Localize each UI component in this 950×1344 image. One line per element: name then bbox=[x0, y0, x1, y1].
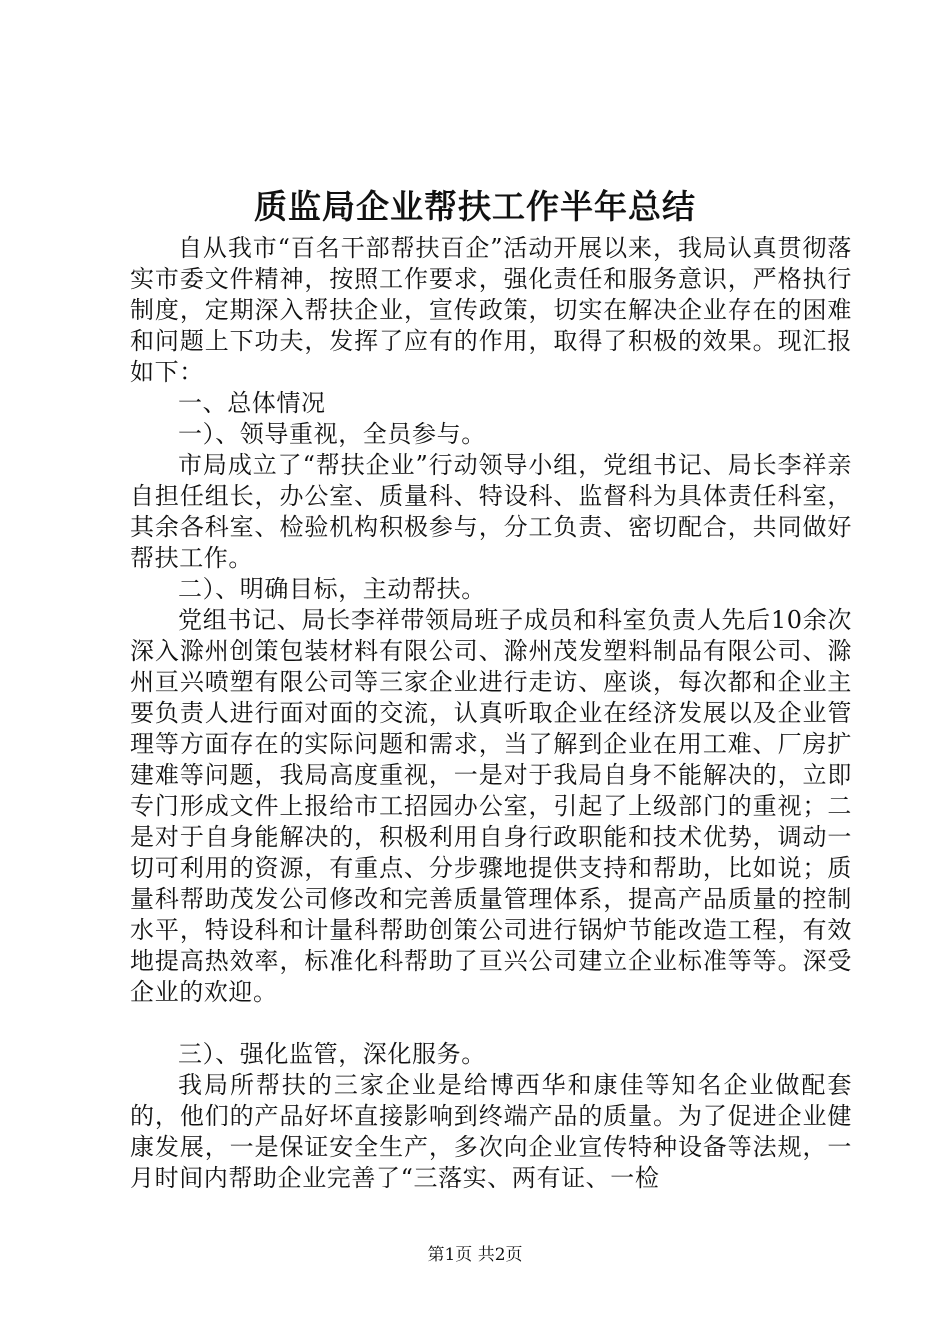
paragraph-supervision: 我局所帮扶的三家企业是给博西华和康佳等知名企业做配套的，他们的产品好坏直接影响到终端产品的质量。为了促进企业健康发展，一是保证安全生产，多次向企业宣传特种设备等法规，一月时间内帮助企业完善了“三落实、两有证、一检 bbox=[130, 1071, 852, 1192]
paragraph-goals: 党组书记、局长李祥带领局班子成员和科室负责人先后10余次深入滁州创策包装材料有限公司、滁州茂发塑料制品有限公司、滁州亘兴喷塑有限公司等三家企业进行走访、座谈，每次都和企业主要负责人进行面对面的交流，认真听取企业在经济发展以及企业管理等方面存在的实际问题和需求，当了解到企业在用工难、厂房扩建难等问题，我局高度重视，一是对于我局自身不能解决的，立即专门形成文件上报给市工招园办公室，引起了上级部门的重视；二是对于自身能解决的，积极利用自身行政职能和技术优势，调动一切可利用的资源，有重点、分步骤地提供支持和帮助，比如说；质量科帮助茂发公司修改和完善质量管理体系，提高产品质量的控制水平，特设科和计量科帮助创策公司进行锅炉节能改造工程，有效地提高热效率，标准化科帮助了亘兴公司建立企业标准等等。深受企业的欢迎。 bbox=[130, 606, 852, 1006]
subheading-leadership: 一）、领导重视，全员参与。 bbox=[178, 420, 486, 448]
subheading-goals: 二）、明确目标，主动帮扶。 bbox=[178, 575, 486, 603]
page-footer: 第1页 共2页 bbox=[427, 1245, 523, 1265]
paragraph-intro: 自从我市“百名干部帮扶百企”活动开展以来，我局认真贯彻落实市委文件精神，按照工作要求，强化责任和服务意识，严格执行制度，定期深入帮扶企业，宣传政策，切实在解决企业存在的困难和问题上下功夫，发挥了应有的作用，取得了积极的效果。现汇报如下： bbox=[130, 234, 852, 386]
page-title: 质监局企业帮扶工作半年总结 bbox=[254, 187, 696, 226]
section-heading-overview: 一、总体情况 bbox=[178, 389, 326, 417]
paragraph-spacer bbox=[130, 1008, 852, 1039]
subheading-supervision: 三）、强化监管，深化服务。 bbox=[178, 1040, 486, 1068]
paragraph-leadership: 市局成立了“帮扶企业”行动领导小组，党组书记、局长李祥亲自担任组长，办公室、质量科、特设科、监督科为具体责任科室，其余各科室、检验机构积极参与，分工负责、密切配合，共同做好帮扶工作。 bbox=[130, 451, 852, 572]
document-body bbox=[130, 233, 852, 1194]
